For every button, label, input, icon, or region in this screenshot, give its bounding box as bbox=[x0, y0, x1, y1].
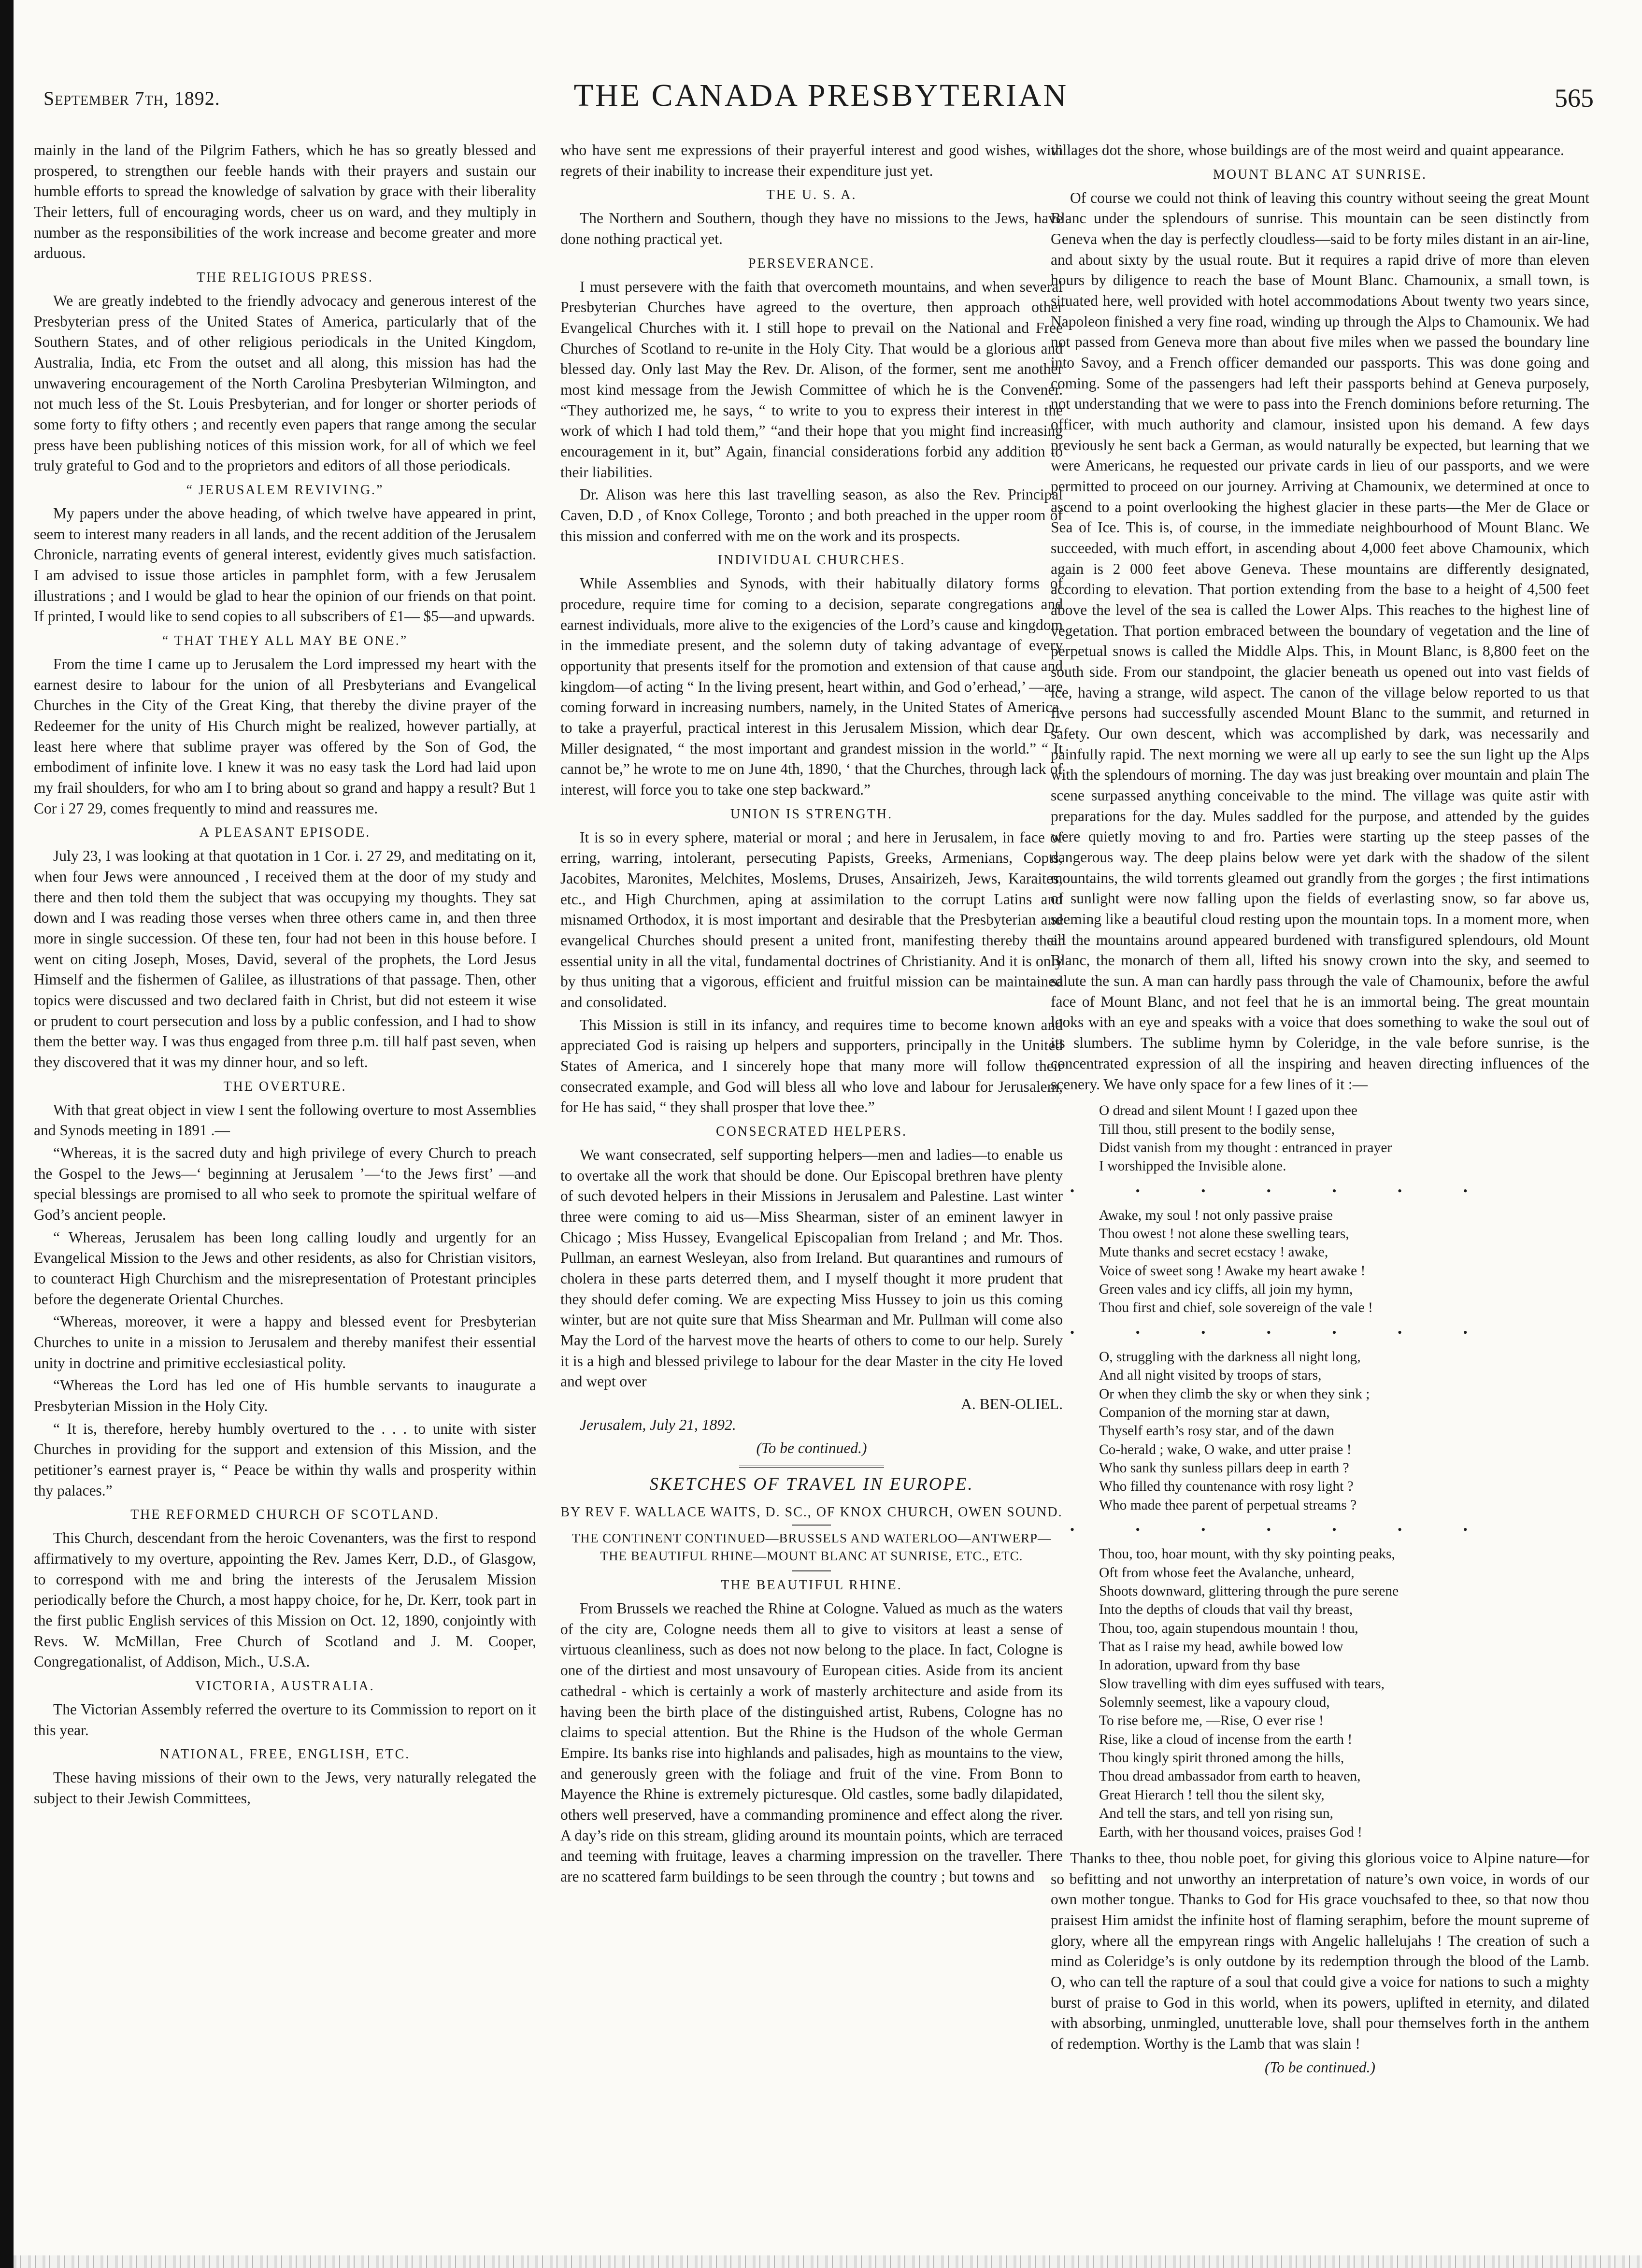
poem-line: Great Hierarch ! tell thou the silent sky, bbox=[1099, 1787, 1325, 1803]
column-3 bbox=[1051, 140, 1589, 2084]
to-be-continued: (To be continued.) bbox=[756, 1440, 867, 1457]
paragraph: villages dot the shore, whose buildings are of the most weird and quaint appearance. bbox=[1051, 142, 1564, 158]
ellipsis-dots: • • • • • • • bbox=[1070, 1184, 1497, 1198]
section-heading: CONSECRATED HELPERS. bbox=[715, 1124, 908, 1139]
poem-stanza bbox=[1099, 1101, 1589, 1175]
paragraph: “ Whereas, Jerusalem has been long calling loudly and urgently for an Evangelical Mission to the Jews and other residents, as also for Christian visitors, to counteract High Churchism and the misrepresentation of Protestant principles before the degenerate Oriental Churches. bbox=[34, 1228, 536, 1308]
page-number: 565 bbox=[1555, 84, 1594, 113]
column-1 bbox=[34, 140, 536, 1811]
poem-line: Till thou, still present to the bodily sense, bbox=[1099, 1121, 1335, 1137]
section-heading: THE RELIGIOUS PRESS. bbox=[197, 270, 373, 285]
poem-line: Didst vanish from my thought : entranced in prayer bbox=[1099, 1140, 1392, 1155]
paragraph: We want consecrated, self supporting helpers—men and ladies—to enable us to overtake all the work that should be done. Our Episcopal brethren have plenty of such devoted helpers in their Missions in Jerusalem and Palestine. Last winter three were coming to aid us—Miss Shearman, sister of an eminent lawyer in Chicago ; Miss Hussey, Evangelical Episcopalian from Ireland ; and Mr. Thos. Pullman, an earnest Wesleyan, also from Ireland. But quarantines and rumours of cholera in these parts deterred them, and I myself thought it more prudent that they should defer coming. We are expecting Miss Hussey to join us this coming winter, but are not quite sure that Miss Shearman and Mr. Pullman will come also May the Lord of the harvest move the hearts of others to come to our help. Surely it is a high and blessed privilege to labour for the dear Master in the city He loved and wept over bbox=[560, 1146, 1063, 1390]
paragraph: These having missions of their own to the Jews, very naturally relegated the subject to their Jewish Committees, bbox=[34, 1769, 536, 1807]
poem-line: Who filled thy countenance with rosy light ? bbox=[1099, 1479, 1354, 1495]
byline: BY REV F. WALLACE WAITS, D. SC., OF KNOX CHURCH, OWEN SOUND. bbox=[560, 1505, 1063, 1520]
paragraph: My papers under the above heading, of which twelve have appeared in print, seem to interest many readers in all lands, and the recent addition of the Jerusalem Chronicle, narrating events of general interest, evidently gives much satisfaction. I am advised to issue those articles in pamphlet form, with a few Jerusalem illustrations ; and I would be glad to hear the opinion of our friends on that point. If printed, I would like to send copies to all subscribers of £1— $5—and upwards. bbox=[34, 504, 536, 625]
paragraph: “ It is, therefore, hereby humbly overtured to the . . . to unite with sister Churches in providing for the support and extension of this Mission, and the petitioner’s earnest prayer is, “ Peace be within thy walls and prosperity within thy palaces.” bbox=[34, 1420, 536, 1499]
poem-line: Thou, too, hoar mount, with thy sky pointing peaks, bbox=[1099, 1546, 1395, 1562]
section-heading: A PLEASANT EPISODE. bbox=[199, 825, 371, 841]
paragraph: Of course we could not think of leaving this country without seeing the great Mount Blanc under the splendours of sunrise. This mountain can be seen distinctly from Geneva when the day is perfectly cloudless—said to be forty miles distant in an air-line, and about sixty by the usual route. But it requires a rapid drive of more than eleven hours by diligence to reach the base of Mount Blanc. Chamounix, a small town, is situated here, well provided with hotel accommodations About twenty two years since, Napoleon finished a very fine road, winding up through the Alps to Chamounix. We had not passed from Geneva more than about five miles when we passed the boundary line into Savoy, and a French officer demanded our passports. This was done going and coming. Some of the passengers had left their passports behind at Geneva purposely, not understanding that we were to pass into the French dominions before returning. The officer, with much authority and clamour, insisted upon his demand. A few days previously he sent back a German, as would naturally be expected, but learning that we were Americans, he requested our private cards in lieu of our passports, and we were permitted to proceed on our journey. Arriving at Chamounix, we determined at once to ascend to a point overlooking the highest glacier in these parts—the Mer de Glace or Sea of Ice. This is, of course, in the immediate neighbourhood of Mount Blanc. We succeeded, with much effort, in ascending about 4,000 feet above Chamounix, which again is 2 000 feet above Geneva. These mountains are differently designated, according to elevation. That portion extending from the base to a height of 4,500 feet above the level of the sea is called the Lower Alps. This reaches to the highest line of vegetation. That portion embraced between the boundary of vegetation and the line of perpetual snows is called the Middle Alps. This, in Mount Blanc, is 8,800 feet on the south side. From our standpoint, the glacier beneath us opened out into vast fields of ice, having a strange, wild aspect. The canon of the village below reported to us that five persons had successfully ascended Mount Blanc to the summit, and returned in safety. Our own descent, which was accomplished by dark, was necessarily and painfully rapid. The next morning we were all up early to see the sun light up the Alps with the splendours of morning. The day was just breaking over mountain and plain The scene surpassed anything conceivable to the mind. The village was quite astir with preparations for the day. Mules saddled for the purpose, and attended by the guides were quietly moving to and fro. Parties were starting up the steep passes of the dangerous way. The deep plains below were yet dark with the shadow of the silent mountains, the wild torrents gleamed out grandly from the gorges ; the first intimations of sunlight were now falling upon the fields of everlasting snow, so far above us, seeming like a beautiful cloud resting upon the mountain tops. In a moment more, when all the mountains around appeared burdened with transfigured splendours, old Mount Blanc, the monarch of them all, lifted his snowy crown into the sky, and seemed to salute the sun. A man can hardly pass through the vale of Chamounix, before the awful face of Mount Blanc, and not feel that he is an immortal being. The great mountain looks with an eye and speaks with a voice that does something to wake the soul out of its slumbers. The sublime hymn by Coleridge, in the vale before sunrise, is the concentrated expression of all the inspiring and heaven directing influences of the scenery. We have only space for a few lines of it :— bbox=[1051, 189, 1589, 1093]
poem-line: Co-herald ; wake, O wake, and utter praise ! bbox=[1099, 1441, 1352, 1457]
article-title: SKETCHES OF TRAVEL IN EUROPE. bbox=[649, 1474, 974, 1494]
section-heading: MOUNT BLANC AT SUNRISE. bbox=[1213, 167, 1427, 182]
poem-line: O, struggling with the darkness all night long, bbox=[1099, 1349, 1361, 1365]
paragraph: “Whereas the Lord has led one of His humble servants to inaugurate a Presbyterian Mission in the Holy City. bbox=[34, 1377, 536, 1414]
poem-line: Thou owest ! not alone these swelling tears, bbox=[1099, 1226, 1349, 1242]
paragraph: The Victorian Assembly referred the overture to its Commission to report on it this year. bbox=[34, 1700, 536, 1739]
poem-line: Thou, too, again stupendous mountain ! thou, bbox=[1099, 1620, 1358, 1636]
paragraph: Thanks to thee, thou noble poet, for giving this glorious voice to Alpine nature—for so befitting and not unworthy an interpretation of nature’s own voice, in words of our own mother tongue. Thanks to God for His grace vouchsafed to thee, so that now thou praisest Him amidst the infinite host of flaming seraphim, before the mount supreme of glory, where all the empyrean rings with Angelic hallelujahs ! The creation of such a mind as Coleridge’s is only outdone by its redemption through the blood of the Lamb. O, who can tell the rapture of a soul that could give a voice for nations to such a mighty burst of praise to God in this world, when its powers, uplifted in eternity, and dilated with absorbing, unmingled, unutterable love, shall pour themselves forth in the anthem of redemption. Worthy is the Lamb that was slain ! bbox=[1051, 1849, 1589, 2052]
poem-line: Who made thee parent of perpetual streams ? bbox=[1099, 1497, 1357, 1513]
paragraph: I must persevere with the faith that overcometh mountains, and when several Presbyterian Churches have agreed to the overture, then approach other Evangelical Churches with it. I still hope to prevail on the National and Free Churches of Scotland to re-unite in the Holy City. That would be a glorious and blessed day. Only last May the Rev. Dr. Alison, of the former, sent me another most kind message from the Jewish Committee of which he is the Convener. “They authorized me, he says, “ to write to you to express their interest in the work of which I had told them,” “and their hope that you might find increasing encouragement in it, but” Again, financial considerations forbid any addition to their liabilities. bbox=[560, 278, 1063, 481]
paragraph: From Brussels we reached the Rhine at Cologne. Valued as much as the waters of the city are, Cologne needs them all to give to visitors at least a sense of virtuous cleanliness, such as does not now belong to the place. In fact, Cologne is one of the dirtiest and most unsavoury of European cities. Aside from its ancient cathedral - which is certainly a work of masterly architecture and aside from its having been the birth place of the distinguished artist, Rubens, Cologne has no claims to special attention. But the Rhine is the Hudson of the whole German Empire. Its banks rise into highlands and palisades, high as mountains to the view, and generously green with the foliage and fruit of the vine. From Bonn to Mayence the Rhine is extremely picturesque. Old castles, some badly dilapidated, others well preserved, have a commanding prominence and effect along the river. A day’s ride on this stream, gliding around its mountain points, which are terraced and teeming with fruitage, leaves a charming impression on the traveller. There are no scattered farm buildings to be seen through the country ; but towns and bbox=[560, 1600, 1063, 1885]
paragraph: We are greatly indebted to the friendly advocacy and generous interest of the Presbyterian press of the United States of America, particularly that of the Southern States, and of other religious periodicals in the United Kingdom, Australia, India, etc From the outset and all along, this mission has had the unwavering encouragement of the North Carolina Presbyterian Wilmington, and not much less of the St. Louis Presbyterian, and for longer or shorter periods of some forty to fifty others ; and recently even papers that range among the secular press have been publishing notices of this mission work, for all of which we feel truly grateful to God and to the proprietors and editors of all those periodicals. bbox=[34, 292, 536, 474]
section-heading: “ THAT THEY ALL MAY BE ONE.” bbox=[162, 633, 408, 648]
poem-stanza bbox=[1099, 1545, 1589, 1841]
section-heading: PERSEVERANCE. bbox=[748, 256, 875, 271]
divider bbox=[792, 1570, 831, 1571]
poem-line: Voice of sweet song ! Awake my heart awake ! bbox=[1099, 1263, 1366, 1279]
paragraph: July 23, I was looking at that quotation in 1 Cor. i. 27 29, and meditating on it, when four Jews were announced , I received them at the door of my study and there and then told them the subject that was occupying my thoughts. They sat down and I was reading those verses when three others came in, and then three more in single succession. Of these ten, four had not been in this house before. I went on citing Joseph, Moses, David, several of the prophets, the Lord Jesus Himself and the fishermen of Galilee, as illustrations of that passage. Then, other topics were discussed and two declared faith in Christ, but did not esteem it wise or prudent to court persecution and loss by a public confession, and I had to show them the better way. I was thus engaged from three p.m. till half past seven, when they discovered that it was my dinner hour, and so left. bbox=[34, 847, 536, 1070]
section-heading: THE BEAUTIFUL RHINE. bbox=[721, 1578, 902, 1593]
poem-line: In adoration, upward from thy base bbox=[1099, 1657, 1300, 1673]
poem-line: Or when they climb the sky or when they sink ; bbox=[1099, 1386, 1370, 1402]
paragraph: While Assemblies and Synods, with their habitually dilatory forms of procedure, require time for coming to a decision, separate congregations and earnest individuals, more alive to the exigencies of the Lord’s cause and kingdom in the immediate present, and the solemn duty of taking advantage of every opportunity that presents itself for the promotion and extension of that cause and kingdom—of acting “ In the living present, heart within, and God o’erhead,’ —are coming forward in increasing numbers, namely, in the United States of America, to take a prayerful, practical interest in this Jerusalem Mission, which dear Dr. Miller designated, “ the most important and grandest mission in the world.” “ It cannot be,” he wrote to me on June 4th, 1890, ‘ that the Churches, through lack of interest, will force you to take one step backward.” bbox=[560, 575, 1063, 798]
poem-line: Thou first and chief, sole sovereign of the vale ! bbox=[1099, 1300, 1373, 1316]
ellipsis-dots: • • • • • • • bbox=[1070, 1325, 1497, 1340]
section-heading: NATIONAL, FREE, ENGLISH, ETC. bbox=[159, 1747, 411, 1762]
poem-line: Shoots downward, glittering through the pure serene bbox=[1099, 1583, 1399, 1599]
paragraph: “Whereas, it is the sacred duty and high privilege of every Church to preach the Gospel to the Jews—‘ beginning at Jerusalem ’—‘to the Jews first’ —and special blessings are promised to all who seek to promote the spiritual welfare of God’s ancient people. bbox=[34, 1144, 536, 1223]
article-subhead: THE CONTINENT CONTINUED—BRUSSELS AND WATERLOO—ANTWERP—THE BEAUTIFUL RHINE—MOUNT BLANC AT SUNRISE, ETC., ETC. bbox=[572, 1531, 1051, 1563]
column-2 bbox=[560, 140, 1063, 1889]
paragraph: This Mission is still in its infancy, and requires time to become known and appreciated God is raising up helpers and supporters, principally in the United States of America, and I sincerely hope that many more will follow their consecrated example, and God will bless all who love and labour for Jerusalem, for He has said, “ they shall prosper that love thee.” bbox=[560, 1016, 1063, 1116]
paragraph: The Northern and Southern, though they have no missions to the Jews, have done nothing practical yet. bbox=[560, 210, 1063, 247]
poem-stanza bbox=[1099, 1348, 1589, 1514]
poem-line: Awake, my soul ! not only passive praise bbox=[1099, 1207, 1333, 1223]
poem-line: Earth, with her thousand voices, praises God ! bbox=[1099, 1824, 1362, 1840]
poem-line: Green vales and icy cliffs, all join my hymn, bbox=[1099, 1282, 1353, 1298]
scan-edge-noise bbox=[14, 2255, 1642, 2268]
ellipsis-dots: • • • • • • • bbox=[1070, 1523, 1497, 1537]
poem-line: Solemnly seemest, like a vapoury cloud, bbox=[1099, 1695, 1330, 1711]
author-signature: A. BEN-OLIEL. bbox=[961, 1395, 1063, 1412]
page-edge-shadow bbox=[0, 0, 14, 2268]
section-heading: “ JERUSALEM REVIVING.” bbox=[186, 483, 384, 498]
poem-line: And all night visited by troops of stars, bbox=[1099, 1368, 1322, 1384]
poem-line: That as I raise my head, awhile bowed low bbox=[1099, 1639, 1343, 1655]
masthead bbox=[29, 72, 1613, 126]
paragraph: This Church, descendant from the heroic Covenanters, was the first to respond affirmatively to my overture, appointing the Rev. James Kerr, D.D., of Glasgow, to correspond with me and bring the interests of the Jerusalem Mission periodically before the Church, a most happy choice, for he, Dr. Kerr, took part in the first public English services of this Mission on Oct. 12, 1890, conjointly with Revs. W. McMillan, Free Church of Scotland and J. M. Cooper, Congregationalist, of Addison, Mich., U.S.A. bbox=[34, 1529, 536, 1670]
paragraph: Dr. Alison was here this last travelling season, as also the Rev. Principal Caven, D.D , of Knox College, Toronto ; and both preached in the upper room of this mission and conferred with me on the work and its prospects. bbox=[560, 486, 1063, 544]
poem-line: Mute thanks and secret ecstacy ! awake, bbox=[1099, 1244, 1328, 1260]
poem-line: Into the depths of clouds that vail thy breast, bbox=[1099, 1602, 1353, 1618]
poem-line: Companion of the morning star at dawn, bbox=[1099, 1405, 1330, 1421]
poem-line: To rise before me, —Rise, O ever rise ! bbox=[1099, 1713, 1324, 1729]
poem-line: And tell the stars, and tell yon rising sun, bbox=[1099, 1806, 1334, 1822]
section-heading: THE REFORMED CHURCH OF SCOTLAND. bbox=[130, 1507, 440, 1523]
poem-stanza bbox=[1099, 1206, 1589, 1317]
poem-line: Thyself earth’s rosy star, and of the dawn bbox=[1099, 1423, 1335, 1439]
poem-line: Slow travelling with dim eyes suffused with tears, bbox=[1099, 1676, 1385, 1692]
divider bbox=[792, 1525, 831, 1526]
dateline: Jerusalem, July 21, 1892. bbox=[580, 1416, 736, 1433]
issue-date: September 7th, 1892. bbox=[43, 87, 220, 109]
section-heading: INDIVIDUAL CHURCHES. bbox=[717, 553, 906, 568]
divider bbox=[739, 1466, 884, 1468]
section-heading: UNION IS STRENGTH. bbox=[730, 806, 893, 822]
paragraph: who have sent me expressions of their prayerful interest and good wishes, with regrets of their inability to increase their expenditure just yet. bbox=[560, 142, 1063, 179]
poem-line: Rise, like a cloud of incense from the earth ! bbox=[1099, 1731, 1353, 1747]
paragraph: With that great object in view I sent the following overture to most Assemblies and Synods meeting in 1891 .— bbox=[34, 1101, 536, 1139]
paragraph: “Whereas, moreover, it were a happy and blessed event for Presbyterian Churches to unite in a mission to Jerusalem and thereby manifest their essential unity in doctrine and primitive ecclesiastical polity. bbox=[34, 1313, 536, 1371]
poem-line: Thou kingly spirit throned among the hills, bbox=[1099, 1750, 1344, 1766]
poem-line: I worshipped the Invisible alone. bbox=[1099, 1158, 1286, 1174]
section-heading: THE U. S. A. bbox=[766, 187, 857, 203]
poem-line: Oft from whose feet the Avalanche, unheard, bbox=[1099, 1565, 1355, 1581]
paragraph: mainly in the land of the Pilgrim Fathers, which he has so greatly blessed and prospered, to strengthen our feeble hands with their prayers and sustain our humble efforts to spread the knowledge of salvation by grace with their liberality Their letters, full of encouraging words, cheer us on ward, and they multiply in number as the responsibilities of the work increase and become greater and more arduous. bbox=[34, 142, 536, 262]
publication-title: THE CANADA PRESBYTERIAN bbox=[573, 78, 1069, 113]
paragraph: From the time I came up to Jerusalem the Lord impressed my heart with the earnest desire to labour for the union of all Presbyterians and Evangelical Churches in the City of the Great King, that thereby the divine prayer of the Redeemer for the unity of His Church might be realized, however partially, at least here where that sublime prayer was offered by the Son of God, the embodiment of infinite love. I knew it was no easy task the Lord had laid upon my frail shoulders, for who am I to bring about so grand and happy a result? But 1 Cor i 27 29, comes frequently to mind and reassures me. bbox=[34, 655, 536, 817]
section-heading: THE OVERTURE. bbox=[223, 1079, 347, 1094]
poem-line: O dread and silent Mount ! I gazed upon thee bbox=[1099, 1103, 1357, 1119]
poem-line: Who sank thy sunless pillars deep in earth ? bbox=[1099, 1460, 1349, 1476]
poem-line: Thou dread ambassador from earth to heaven, bbox=[1099, 1769, 1361, 1784]
to-be-continued: (To be continued.) bbox=[1265, 2058, 1375, 2076]
section-heading: VICTORIA, AUSTRALIA. bbox=[195, 1678, 375, 1694]
paragraph: It is so in every sphere, material or moral ; and here in Jerusalem, in face of erring, warring, intolerant, persecuting Papists, Greeks, Armenians, Copts, Jacobites, Maronites, Melchites, Moslems, Druses, Ansairizeh, Jews, Karaites, etc., and High Churchmen, aping at assimilation to the corrupt Latins and misnamed Orthodox, it is most important and desirable that the Presbyterian and evangelical Churches should present a united front, manifesting thereby their essential unity in all the vital, fundamental doctrines of Christianity. And it is only by thus uniting that a vigorous, efficient and fruitful mission can be maintained and consolidated. bbox=[560, 828, 1063, 1011]
